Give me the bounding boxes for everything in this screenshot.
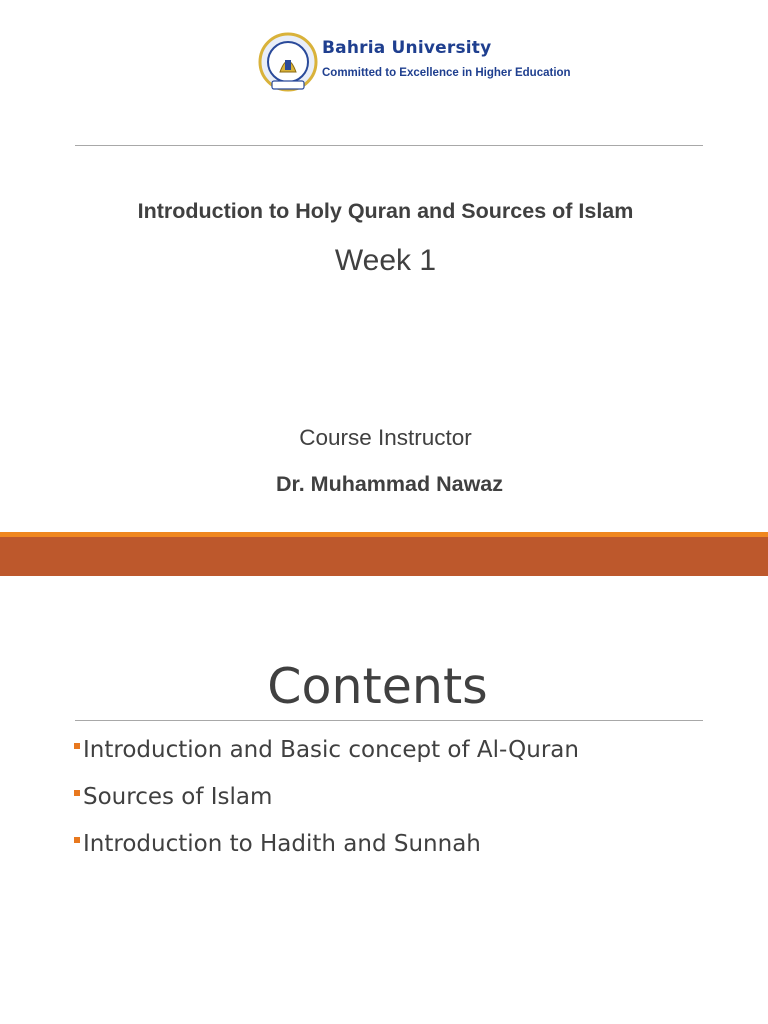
square-bullet-icon: [74, 837, 80, 843]
square-bullet-icon: [74, 790, 80, 796]
list-item-text: Introduction and Basic concept of Al-Quran: [83, 737, 579, 763]
square-bullet-icon: [74, 743, 80, 749]
university-logo: [258, 32, 588, 96]
list-item: [74, 781, 579, 828]
contents-title: Contents: [267, 658, 488, 715]
university-seal-icon: [258, 32, 318, 94]
university-tagline: Committed to Excellence in Higher Education: [322, 67, 571, 79]
list-item: [74, 828, 579, 875]
contents-list: [74, 734, 579, 875]
instructor-name: Dr. Muhammad Nawaz: [276, 472, 503, 496]
course-title: Introduction to Holy Quran and Sources of Islam: [137, 199, 634, 223]
contents-divider: [75, 720, 703, 721]
footer-band: [0, 537, 768, 576]
list-item-text: Sources of Islam: [83, 784, 273, 810]
week-label: Week 1: [334, 244, 437, 277]
instructor-label: Course Instructor: [299, 425, 472, 450]
university-name: Bahria University: [322, 38, 492, 58]
list-item-text: Introduction to Hadith and Sunnah: [83, 831, 481, 857]
list-item: [74, 734, 579, 781]
header-divider: [75, 145, 703, 146]
